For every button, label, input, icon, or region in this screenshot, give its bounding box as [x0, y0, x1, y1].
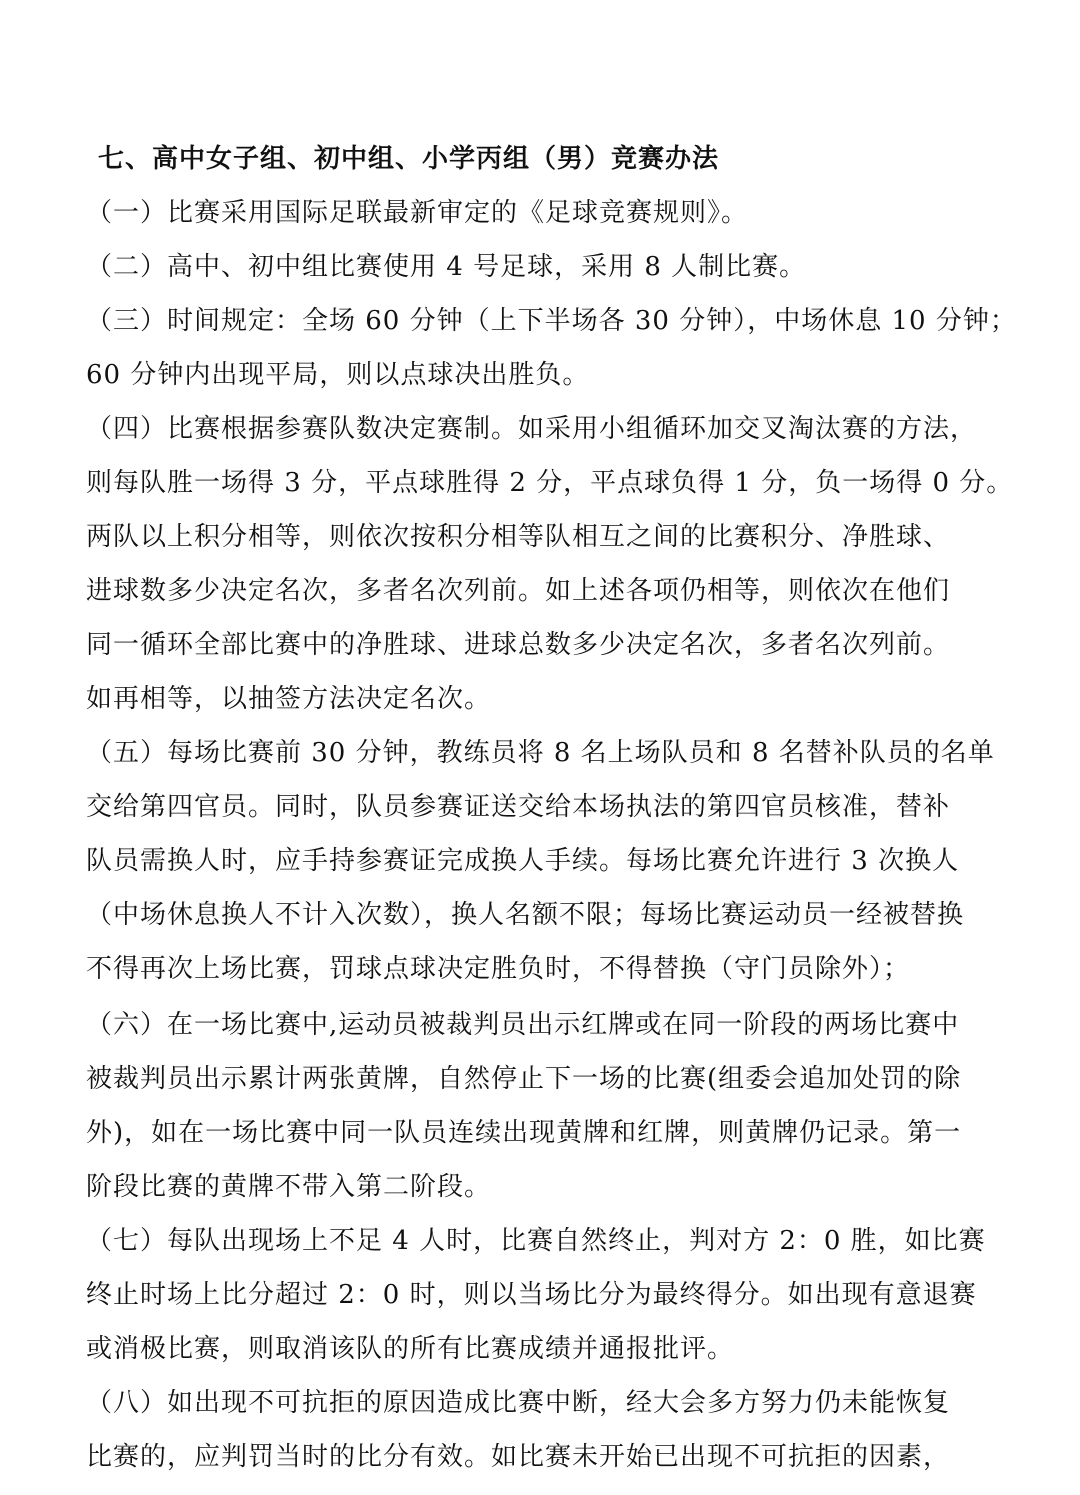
- text-line: 比赛的，应判罚当时的比分有效。如比赛未开始已出现不可抗拒的因素，: [86, 1442, 951, 1472]
- text-line: 或消极比赛，则取消该队的所有比赛成绩并通报批评。: [86, 1334, 735, 1364]
- text-line: （八）如出现不可抗拒的原因造成比赛中断，经大会多方努力仍未能恢复: [86, 1388, 951, 1418]
- text-line: 被裁判员出示累计两张黄牌，自然停止下一场的比赛(组委会追加处罚的除: [86, 1064, 962, 1094]
- text-line: 两队以上积分相等，则依次按积分相等队相互之间的比赛积分、净胜球、: [86, 522, 951, 552]
- text-line: （四）比赛根据参赛队数决定赛制。如采用小组循环加交叉淘汰赛的方法，: [86, 414, 978, 444]
- text-line: （二）高中、初中组比赛使用 4 号足球，采用 8 人制比赛。: [86, 252, 807, 282]
- text-line: （六）在一场比赛中,运动员被裁判员出示红牌或在同一阶段的两场比赛中: [86, 1010, 960, 1040]
- text-line: （五）每场比赛前 30 分钟，教练员将 8 名上场队员和 8 名替补队员的名单: [86, 738, 995, 768]
- text-line: 如再相等，以抽签方法决定名次。: [86, 684, 492, 714]
- text-line: （一）比赛采用国际足联最新审定的《足球竞赛规则》。: [86, 198, 749, 228]
- text-line: 60 分钟内出现平局，则以点球决出胜负。: [86, 360, 590, 390]
- text-line: （三）时间规定：全场 60 分钟（上下半场各 30 分钟），中场休息 10 分钟；: [86, 306, 1017, 336]
- text-line: 同一循环全部比赛中的净胜球、进球总数多少决定名次，多者名次列前。: [86, 630, 951, 660]
- section-heading: 七、高中女子组、初中组、小学丙组（男）竞赛办法: [98, 144, 720, 174]
- text-line: 不得再次上场比赛，罚球点球决定胜负时，不得替换（守门员除外）；: [86, 954, 911, 984]
- text-line: 终止时场上比分超过 2：0 时，则以当场比分为最终得分。如出现有意退赛: [86, 1280, 977, 1310]
- text-line: 交给第四官员。同时，队员参赛证送交给本场执法的第四官员核准，替补: [86, 792, 951, 822]
- text-line: （七）每队出现场上不足 4 人时，比赛自然终止，判对方 2：0 胜，如比赛: [86, 1226, 986, 1256]
- text-line: 进球数多少决定名次，多者名次列前。如上述各项仍相等，则依次在他们: [86, 576, 951, 606]
- text-line: 阶段比赛的黄牌不带入第二阶段。: [86, 1172, 492, 1202]
- text-line: （中场休息换人不计入次数），换人名额不限；每场比赛运动员一经被替换: [86, 900, 965, 930]
- text-line: 则每队胜一场得 3 分，平点球胜得 2 分，平点球负得 1 分，负一场得 0 分。: [86, 468, 1014, 498]
- text-line: 队员需换人时，应手持参赛证完成换人手续。每场比赛允许进行 3 次换人: [86, 846, 960, 876]
- text-line: 外)，如在一场比赛中同一队员连续出现黄牌和红牌，则黄牌仍记录。第一: [86, 1118, 962, 1148]
